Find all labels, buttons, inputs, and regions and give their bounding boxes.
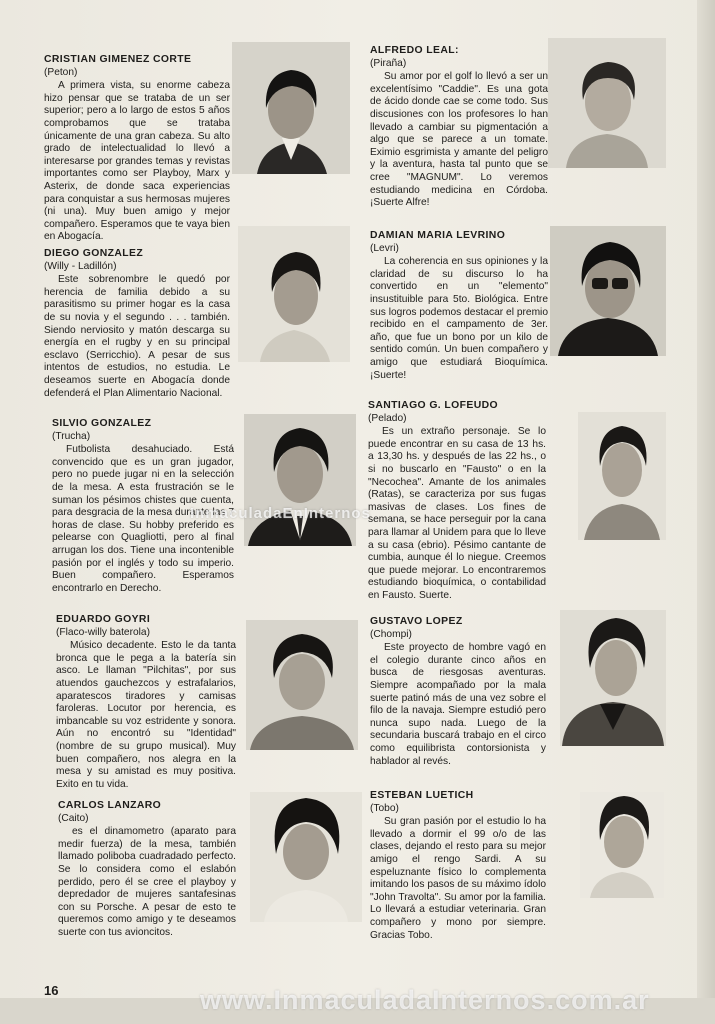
student-bio: Músico decadente. Esto le da tanta bronca que le pega a la batería sin asco. Le llaman "Pilchitas", por sus atuendos gauchezcos y estrafalarios, aparatescos tiradores y camisas faroleras. Locutor por herencia, es imbancable su voz estridente y sonora. Aún no encontró su "Identidad" (nombre de su grupo musical). Muy buen compañero, nos alegra en la mesa y su amistad es muy positiva. Exito en tu vida. [56, 640, 236, 790]
student-photo [238, 226, 350, 362]
watermark-center: InmaculadaEnInternos [190, 505, 371, 522]
student-nickname: (Pelado) [368, 412, 407, 424]
student-nickname: (Caito) [58, 812, 89, 824]
student-photo [232, 42, 350, 174]
student-nickname: (Peton) [44, 66, 78, 78]
student-photo [548, 38, 666, 168]
student-bio: Futbolista desahuciado. Está convencido que es un gran jugador, pero no puede jugar ni en la selección de la mesa. A esta frustración se le suman los pésimos chistes que cuenta, para desgracia de la mesa durante las 7 horas de clase. Su hobby preferido es pelearse con Quagliotti, pero al final arrugan los dos. Tiene una incontenible pasión por el inglés y todo su imperio. Buen compañero. Esperamos encontrarlo en Derecho. [52, 444, 234, 594]
entry-santiago-g-lofeudo [368, 400, 546, 603]
entry-diego-gonzalez [44, 248, 230, 400]
student-photo [560, 610, 666, 746]
student-bio: Su amor por el golf lo llevó a ser un excelentísimo "Caddie". Es una gota de ácido donde cae se come todo. Sus discusiones con los profesores lo han llevado a cambiar su pigmentación a algo que se parece a un tomate. Eximio esgrimista y amante del peligro y la aventura, hasta tal punto que se cree "MAGNUM". Lo veremos estudiando medicina en Córdoba. ¡Suerte Alfre! [370, 71, 548, 209]
student-photo [244, 414, 356, 546]
student-bio: A primera vista, su enorme cabeza hizo pensar que se trataba de un ser superior; pero a lo largo de estos 5 años comprobamos que se trataba únicamente de una gran cabeza. Su alto grado de intelectualidad lo llevó a interesarse por grandes temas y revistas importantes como ser Playboy, Marx y Asterix, de donde saca experiencias para conquistar a sus hermosas mujeres (ni una). Muy buen amigo y mejor compañero. Esperamos que te vaya bien en Abogacía. [44, 80, 230, 243]
student-photo [246, 620, 358, 750]
student-bio: Este sobrenombre le quedó por herencia de familia debido a su parasitismo su primer hogar es la casa de su novia y el segundo . . . también. Siendo nerviosito y matón descarga su energía en el rugby y en su principal esclavo (Serricchio). A pesar de sus intentos de estudios, no estudia. Le deseamos suerte en Abogacía donde defenderá el Plan Alimentario Nacional. [44, 274, 230, 399]
student-name: SANTIAGO G. LOFEUDO [368, 400, 498, 411]
student-name: EDUARDO GOYRI [56, 614, 151, 625]
student-nickname: (Tobo) [370, 802, 399, 814]
watermark-bottom: www.InmaculadaInternos.com.ar [200, 985, 650, 1015]
entry-eduardo-goyri [56, 614, 236, 791]
student-name: ESTEBAN LUETICH [370, 790, 474, 801]
student-nickname: (Trucha) [52, 430, 91, 442]
student-name: CARLOS LANZARO [58, 800, 162, 811]
entry-esteban-luetich [370, 790, 546, 942]
entry-alfredo-leal [370, 45, 548, 210]
student-photo [580, 792, 664, 898]
entry-gustavo-lopez [370, 616, 546, 768]
page-number: 16 [44, 983, 59, 998]
student-name: CRISTIAN GIMENEZ CORTE [44, 54, 192, 65]
student-photo [578, 412, 666, 540]
student-bio: La coherencia en sus opiniones y la claridad de su discurso lo ha convertido en un "elemento" insustituible para 5to. Biológica. Entre sus logros podemos destacar el premio recibido en el campamento de 3er. año, que fue un bono por un kilo de sentido común. Un buen compañero y amigo que estudiará Bioquímica. ¡Suerte! [370, 256, 548, 381]
entry-cristian-gimenez-corte [44, 54, 230, 244]
entry-carlos-lanzaro [58, 800, 236, 940]
student-name: DIEGO GONZALEZ [44, 248, 144, 259]
student-bio: es el dinamometro (aparato para medir fuerza) de la mesa, también llamado poliboba cuadradado perfecto. Se lo considera como el eslabón perdido, pero él se cree el playboy y depredador de mujeres santafesinas con su Porsche. A pesar de esto te queremos como amigo y te deseamos suerte con tus avioncitos. [58, 826, 236, 938]
student-photo [250, 792, 362, 922]
student-bio: Su gran pasión por el estudio lo ha llevado a dormir el 99 o/o de las clases, dejando el resto para su mejor amigo el rengo Sardi. A su espeluznante físico lo complementa imitando los pasos de su máximo ídolo "John Travolta". Su amor por la familia. Lo llevará a estudiar veterinaria. Gran compañero y mono por siempre. Gracias Tobo. [370, 816, 546, 941]
student-name: ALFREDO LEAL: [370, 45, 459, 56]
student-nickname: (Flaco-willy baterola) [56, 626, 150, 638]
student-name: GUSTAVO LOPEZ [370, 616, 463, 627]
student-nickname: (Chompi) [370, 628, 412, 640]
entry-damian-maria-levrino [370, 230, 548, 382]
page-edge [697, 0, 715, 1024]
student-bio: Es un extraño personaje. Se lo puede encontrar en su casa de 13 hs. a 13,30 hs. y después de las 22 hs., o si no buscarlo en "Fausto" o en la "Necochea". Amante de los animales (Ratas), se caracteriza por sus fugas masivas de clases. Los fines de semana, se hace perseguir por la cana para llamar al Unidem para que lo lleve a su casa (ebrio). Pésimo cantante de cumbia, aunque él lo niegue. Creemos que puede mejorar. Lo encontraremos estudiando bioquímica, o contabilidad en Fausto. Suerte. [368, 426, 546, 601]
student-name: SILVIO GONZALEZ [52, 418, 152, 429]
student-photo [550, 226, 666, 356]
student-nickname: (Levri) [370, 242, 399, 254]
student-name: DAMIAN MARIA LEVRINO [370, 230, 506, 241]
student-nickname: (Piraña) [370, 57, 407, 69]
student-bio: Este proyecto de hombre vagó en el colegio durante cinco años en busca de riesgosas aventuras. Siempre acompañado por la mala suerte patinó más de una vez sobre el filo de la navaja. Siempre estudió pero nunca supo nada. Luego de la secundaria buscará trabajo en el circo como equilibrista contorsionista y hablador al revés. [370, 642, 546, 767]
student-nickname: (Willy - Ladillón) [44, 260, 117, 272]
